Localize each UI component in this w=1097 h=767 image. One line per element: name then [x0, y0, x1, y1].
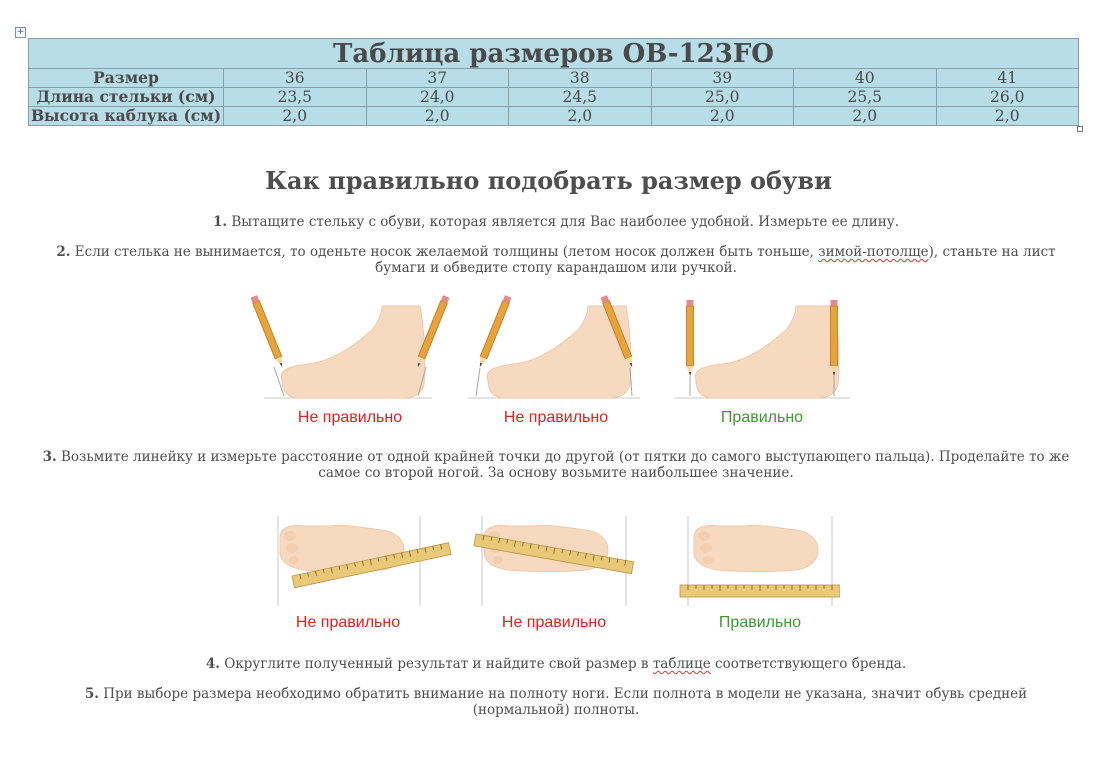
step-text: Возьмите линейку и измерьте расстояние от одной крайней точки до другой (от пятки до самого выступающего пальца). Проделайте то же самое со второй ногой. За основу возьмите наибольшее значение.: [61, 449, 1070, 481]
step-number: 3.: [42, 449, 57, 465]
trace-set-3: [674, 300, 850, 398]
ruler-set-3: [680, 516, 840, 606]
spellcheck-word[interactable]: зимой-потолще: [818, 244, 929, 260]
step-number: 5.: [84, 686, 99, 702]
table-cell: 38: [509, 69, 652, 88]
table-resize-handle[interactable]: [1077, 126, 1083, 132]
size-table-title-row: [29, 39, 1079, 69]
table-row: [29, 88, 1079, 107]
table-cell: 2,0: [936, 107, 1079, 126]
step-4: [36, 656, 1076, 672]
step-1: [36, 214, 1076, 230]
table-row: [29, 107, 1079, 126]
table-row: [29, 69, 1079, 88]
table-cell: 25,0: [651, 88, 794, 107]
table-cell: 23,5: [224, 88, 367, 107]
foot-icon: [694, 525, 818, 571]
pencil-icon: [251, 295, 286, 368]
table-cell: 2,0: [651, 107, 794, 126]
table-cell: 2,0: [794, 107, 937, 126]
step-number: 4.: [205, 656, 220, 672]
size-table-title: Таблица размеров OB-123FO: [29, 39, 1079, 69]
table-cell: 2,0: [366, 107, 509, 126]
pencil-tracing-figure: [250, 292, 860, 410]
table-cell: 41: [936, 69, 1079, 88]
table-cell: 24,0: [366, 88, 509, 107]
ruler-caption-3: Правильно: [718, 614, 802, 631]
guide-heading: Как правильно подобрать размер обуви: [265, 166, 832, 195]
step-text: Округлите полученный результат и найдите свой размер в: [224, 656, 653, 672]
row-label: Высота каблука (см): [29, 107, 224, 126]
pencil-icon: [687, 300, 694, 376]
pencil-icon: [831, 300, 838, 376]
step-number: 1.: [212, 214, 228, 230]
foot-icon: [695, 306, 839, 398]
trace-caption-3: Правильно: [720, 409, 804, 426]
step-text: Если стелька не вынимается, то оденьте носок желаемой толщины (летом носок должен быть тоньше,: [74, 244, 819, 260]
ruler-set-2: [474, 516, 634, 606]
step-text: При выборе размера необходимо обратить внимание на полноту ноги. Если полнота в модели не указана, значит обувь средней (нормальной) полноты.: [103, 686, 1028, 718]
ruler-caption-2: Не правильно: [501, 614, 607, 631]
table-cell: 26,0: [936, 88, 1079, 107]
ruler-measuring-figure: [270, 512, 840, 610]
ruler-icon: [680, 585, 840, 597]
step-text: соответствующего бренда.: [710, 656, 907, 672]
row-label: Размер: [29, 69, 224, 88]
size-table: [28, 38, 1079, 126]
step-text: Вытащите стельку с обуви, которая является для Вас наиболее удобной. Измерьте ее длину.: [231, 214, 900, 230]
ruler-caption-1: Не правильно: [295, 614, 401, 631]
trace-set-1: [251, 295, 450, 398]
step-number: 2.: [56, 244, 71, 260]
table-cell: 2,0: [509, 107, 652, 126]
ruler-set-1: [278, 516, 451, 606]
step-text: ), станьте на лист бумаги и обведите стопу карандашом или ручкой.: [375, 244, 1056, 276]
row-label: Длина стельки (см): [29, 88, 224, 107]
table-cell: 25,5: [794, 88, 937, 107]
table-cell: 2,0: [224, 107, 367, 126]
foot-icon: [281, 306, 425, 398]
table-cell: 40: [794, 69, 937, 88]
trace-set-2: [468, 295, 640, 398]
step-5: [36, 686, 1076, 718]
table-cell: 39: [651, 69, 794, 88]
trace-caption-1: Не правильно: [297, 409, 403, 426]
step-2: [36, 244, 1076, 276]
pencil-icon: [477, 295, 512, 368]
table-cell: 24,5: [509, 88, 652, 107]
spellcheck-word[interactable]: таблице: [652, 656, 711, 672]
table-move-icon[interactable]: +: [16, 27, 25, 37]
trace-caption-2: Не правильно: [503, 409, 609, 426]
table-cell: 37: [366, 69, 509, 88]
step-3: [36, 449, 1076, 481]
table-cell: 36: [224, 69, 367, 88]
